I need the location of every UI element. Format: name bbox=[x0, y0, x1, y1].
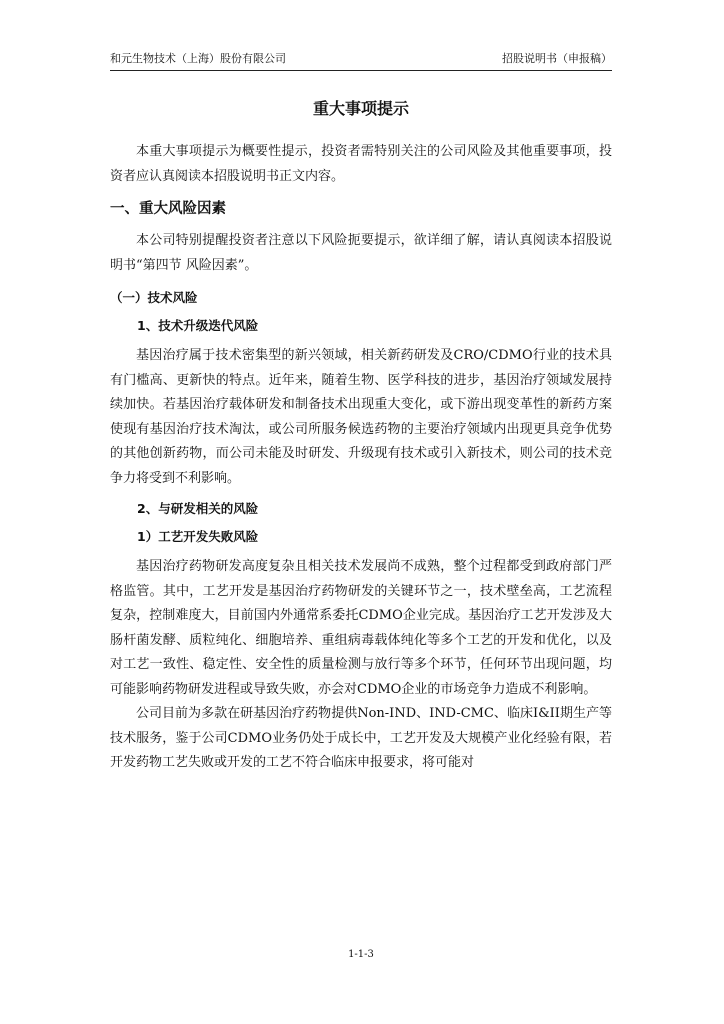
header-company-name: 和元生物技术（上海）股份有限公司 bbox=[110, 52, 286, 65]
tech-upgrade-risk-paragraph: 基因治疗属于技术密集型的新兴领域，相关新药研发及CRO/CDMO行业的技术具有门槛高、更新快的特点。近年来，随着生物、医学科技的进步，基因治疗领域发展持续加快。若基因治疗载体研发和制备技术出现重大变化，或下游出现变革性的新药方案使现有基因治疗技术淘汰，或公司所服务候选药物的主要治疗领域内出现更具竞争优势的其他创新药物，而公司未能及时研发、升级现有技术或引入新技术，则公司的技术竞争力将受到不利影响。 bbox=[110, 348, 612, 486]
item-heading-rd-risk: 2、与研发相关的风险 bbox=[137, 501, 259, 516]
intro-paragraph: 本重大事项提示为概要性提示，投资者需特别关注的公司风险及其他重要事项，投资者应认真阅读本招股说明书正文内容。 bbox=[110, 144, 612, 184]
document-title: 重大事项提示 bbox=[312, 99, 409, 118]
page-number: 1-1-3 bbox=[348, 949, 374, 960]
section-heading-major-risks: 一、重大风险因素 bbox=[110, 201, 226, 217]
process-failure-paragraph-1: 基因治疗药物研发高度复杂且相关技术发展尚不成熟，整个过程都受到政府部门严格监管。其中，工艺开发是基因治疗药物研发的关键环节之一，技术壁垒高，工艺流程复杂，控制难度大，目前国内外通常系委托CDMO企业完成。基因治疗工艺开发涉及大肠杆菌发酵、质粒纯化、细胞培养、重组病毒载体纯化等多个工艺的开发和优化，以及对工艺一致性、稳定性、安全性的质量检测与放行等多个环节，任何环节出现问题，均可能影响药物研发进程或导致失败，亦会对CDMO企业的市场竞争力造成不利影响。 bbox=[110, 559, 612, 697]
page-header bbox=[110, 50, 612, 71]
subitem-heading-process-failure-risk: 1）工艺开发失败风险 bbox=[137, 529, 259, 544]
section-intro-paragraph: 本公司特别提醒投资者注意以下风险扼要提示，欲详细了解，请认真阅读本招股说明书“第四节 风险因素”。 bbox=[110, 233, 612, 273]
subsection-heading-technical-risk: （一）技术风险 bbox=[110, 290, 198, 305]
document-body bbox=[110, 140, 612, 776]
header-document-type: 招股说明书（申报稿） bbox=[502, 52, 612, 65]
process-failure-paragraph-2: 公司目前为多款在研基因治疗药物提供Non-IND、IND-CMC、临床I&II期生产等技术服务，鉴于公司CDMO业务仍处于成长中，工艺开发及大规模产业化经验有限，若开发药物工艺失败或开发的工艺不符合临床申报要求，将可能对 bbox=[110, 706, 612, 770]
item-heading-tech-upgrade-risk: 1、技术升级迭代风险 bbox=[137, 318, 259, 333]
